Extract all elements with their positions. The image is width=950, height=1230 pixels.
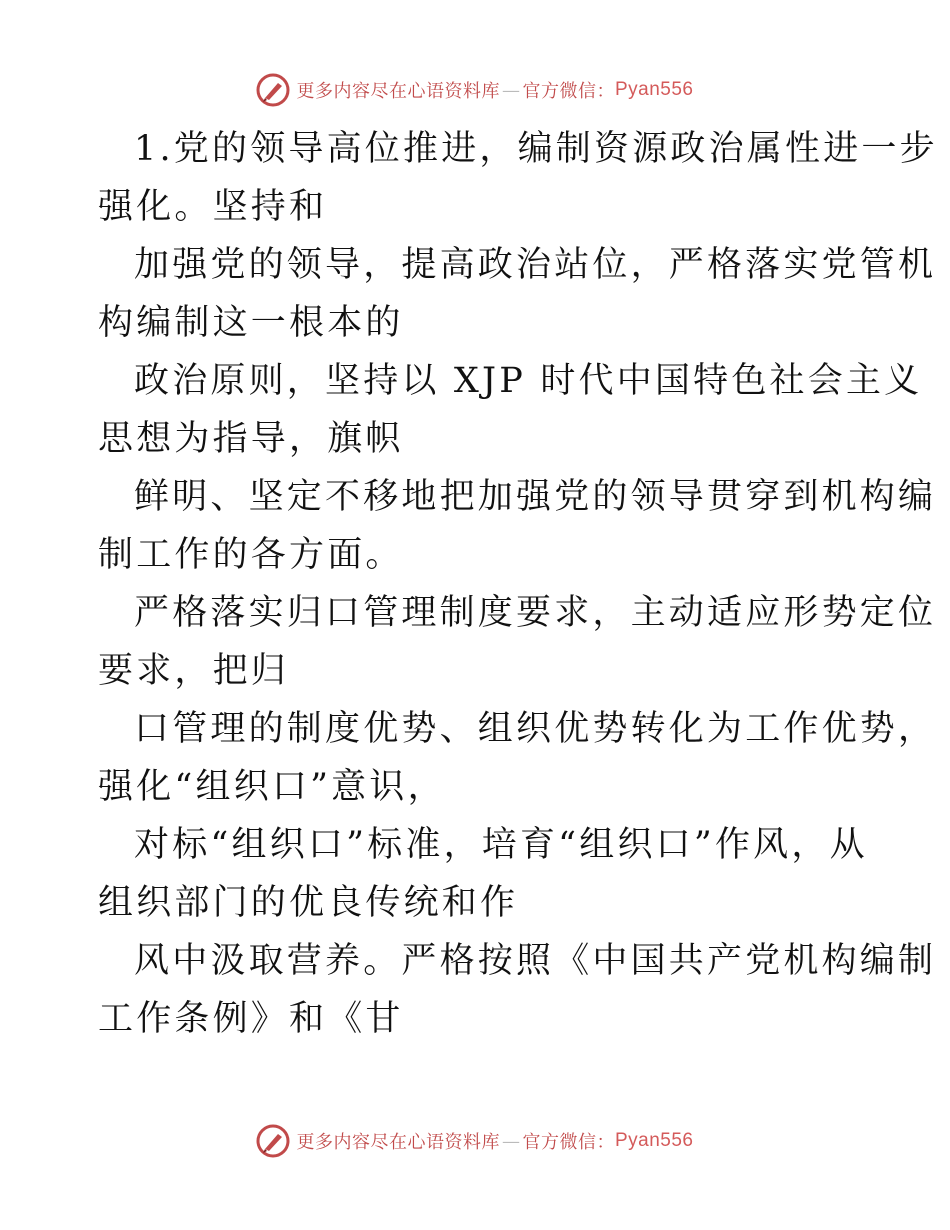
body-line: 工作条例》和《甘	[98, 999, 404, 1039]
body-line: 政治原则，坚持以 XJP 时代中国特色社会主义	[134, 361, 923, 401]
watermark-handle: Pyan556	[614, 1130, 694, 1151]
watermark-separator: —	[501, 79, 521, 101]
body-line: 组织部门的优良传统和作	[98, 883, 519, 923]
body-line: 强化“组织口”意识，	[98, 767, 446, 807]
body-line: 严格落实归口管理制度要求，主动适应形势定位	[134, 593, 937, 633]
body-line: 强化。坚持和	[98, 187, 328, 227]
body-line: 鲜明、坚定不移地把加强党的领导贯穿到机构编	[134, 477, 937, 517]
pen-logo-icon	[256, 1124, 290, 1158]
watermark-handle: Pyan556	[614, 79, 694, 100]
watermark-label: 官方微信：	[522, 1132, 615, 1153]
watermark-separator: —	[501, 1130, 521, 1152]
watermark-main: 更多内容尽在心语资料库	[296, 81, 500, 102]
body-line: 1.党的领导高位推进，编制资源政治属性进一步	[134, 129, 938, 169]
body-line: 对标“组织口”标准，培育“组织口”作风，从	[134, 825, 868, 865]
pen-logo-icon	[256, 73, 290, 107]
watermark-label: 官方微信：	[522, 81, 615, 102]
body-line: 口管理的制度优势、组织优势转化为工作优势，	[134, 709, 937, 749]
body-line: 加强党的领导，提高政治站位，严格落实党管机	[134, 245, 937, 285]
document-body	[98, 120, 938, 1048]
footer-watermark	[0, 1121, 950, 1161]
body-line: 风中汲取营养。严格按照《中国共产党机构编制	[134, 941, 937, 981]
body-line: 思想为指导，旗帜	[98, 419, 404, 459]
watermark-main: 更多内容尽在心语资料库	[296, 1132, 500, 1153]
body-line: 构编制这一根本的	[98, 303, 404, 343]
body-line: 要求，把归	[98, 651, 290, 691]
header-watermark	[0, 70, 950, 110]
body-line: 制工作的各方面。	[98, 535, 404, 575]
